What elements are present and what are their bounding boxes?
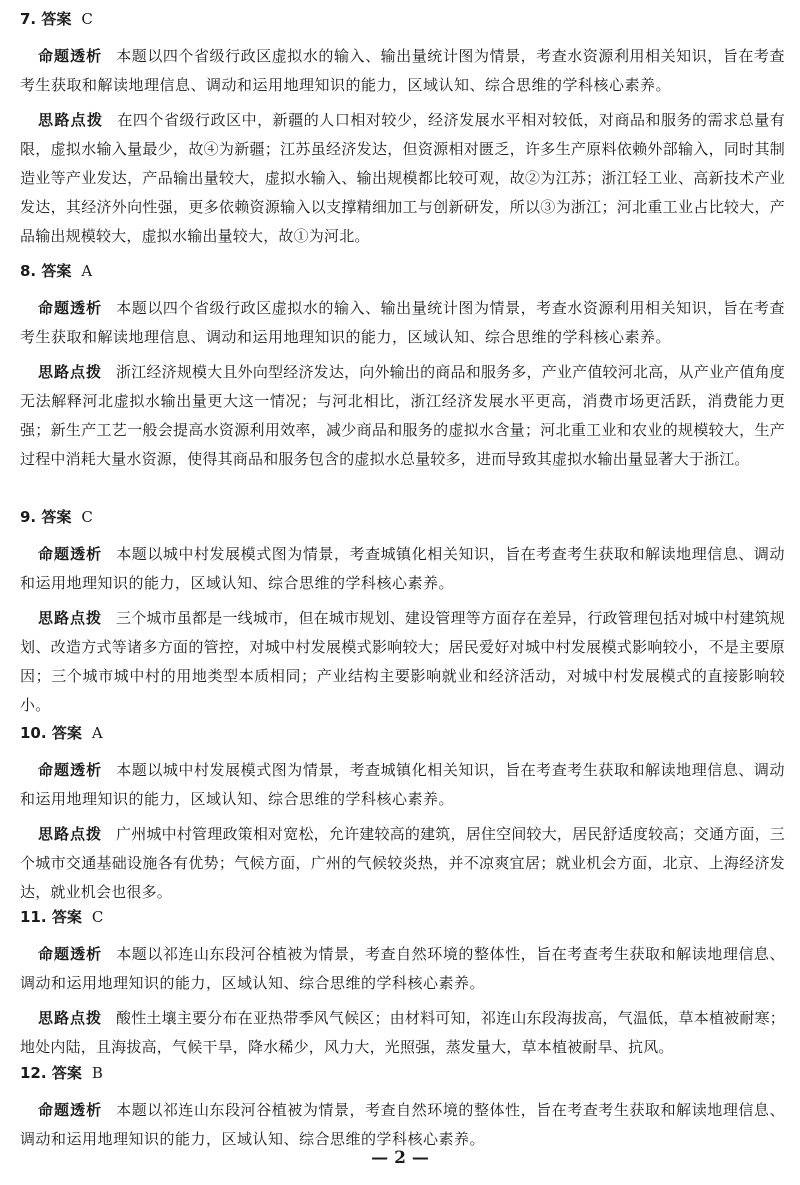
answer-label: 答案 bbox=[51, 1064, 82, 1082]
question-12 bbox=[20, 1062, 785, 1154]
question-header bbox=[20, 8, 785, 30]
hint-text: 酸性土壤主要分布在亚热带季风气候区；由材料可知，祁连山东段海拔高，气温低，草本植被耐寒；地处内陆，且海拔高，气候干旱，降水稀少，风力大，光照强，蒸发量大，草本植被耐旱、抗风。 bbox=[20, 1009, 785, 1056]
analysis-paragraph bbox=[20, 294, 785, 352]
analysis-text: 本题以祁连山东段河谷植被为情景，考查自然环境的整体性，旨在考查考生获取和解读地理信息、调动和运用地理知识的能力，区域认知、综合思维的学科核心素养。 bbox=[20, 945, 785, 992]
analysis-paragraph bbox=[20, 540, 785, 598]
question-8 bbox=[20, 260, 785, 474]
hint-paragraph bbox=[20, 358, 785, 474]
analysis-label: 命题透析 bbox=[38, 761, 103, 779]
question-number: 12. bbox=[20, 1064, 47, 1082]
analysis-text: 本题以四个省级行政区虚拟水的输入、输出量统计图为情景，考查水资源利用相关知识，旨在考查考生获取和解读地理信息、调动和运用地理知识的能力，区域认知、综合思维的学科核心素养。 bbox=[20, 47, 785, 94]
answer-label: 答案 bbox=[41, 262, 72, 280]
question-header bbox=[20, 260, 785, 282]
answer-value: A bbox=[81, 262, 93, 280]
analysis-paragraph bbox=[20, 756, 785, 814]
answer-value: C bbox=[81, 10, 93, 28]
answer-value: C bbox=[81, 508, 93, 526]
question-10 bbox=[20, 722, 785, 907]
answer-value: B bbox=[91, 1064, 103, 1082]
question-number: 11. bbox=[20, 908, 47, 926]
answer-value: A bbox=[91, 724, 103, 742]
analysis-paragraph bbox=[20, 1096, 785, 1154]
hint-label: 思路点拨 bbox=[38, 1009, 103, 1027]
analysis-text: 本题以城中村发展模式图为情景，考查城镇化相关知识，旨在考查考生获取和解读地理信息、调动和运用地理知识的能力，区域认知、综合思维的学科核心素养。 bbox=[20, 761, 785, 808]
question-number: 8. bbox=[20, 262, 37, 280]
hint-paragraph bbox=[20, 820, 785, 907]
analysis-label: 命题透析 bbox=[38, 545, 103, 563]
analysis-label: 命题透析 bbox=[38, 945, 103, 963]
answer-label: 答案 bbox=[41, 508, 72, 526]
hint-label: 思路点拨 bbox=[38, 825, 103, 843]
hint-paragraph bbox=[20, 604, 785, 720]
hint-label: 思路点拨 bbox=[38, 111, 104, 129]
question-header bbox=[20, 722, 785, 744]
hint-text: 三个城市虽都是一线城市，但在城市规划、建设管理等方面存在差异，行政管理包括对城中村建筑规划、改造方式等诸多方面的管控，对城中村发展模式影响较大；居民爱好对城中村发展模式影响较小，不是主要原因；三个城市城中村的用地类型本质相同；产业结构主要影响就业和经济活动，对城中村发展模式的直接影响较小。 bbox=[20, 609, 785, 714]
question-11 bbox=[20, 906, 785, 1062]
question-7 bbox=[20, 8, 785, 251]
hint-paragraph bbox=[20, 106, 785, 251]
analysis-text: 本题以祁连山东段河谷植被为情景，考查自然环境的整体性，旨在考查考生获取和解读地理信息、调动和运用地理知识的能力，区域认知、综合思维的学科核心素养。 bbox=[20, 1101, 785, 1148]
hint-text: 浙江经济规模大且外向型经济发达，向外输出的商品和服务多，产业产值较河北高，从产业产值角度无法解释河北虚拟水输出量更大这一情况；与河北相比，浙江经济发展水平更高，消费市场更活跃，消费能力更强；新生产工艺一般会提高水资源利用效率，减少商品和服务的虚拟水含量；河北重工业和农业的规模较大，生产过程中消耗大量水资源，使得其商品和服务包含的虚拟水总量较多，进而导致其虚拟水输出量显著大于浙江。 bbox=[20, 363, 785, 468]
answer-value: C bbox=[91, 908, 104, 926]
question-number: 10. bbox=[20, 724, 47, 742]
page-number: — 2 — bbox=[371, 1148, 429, 1168]
analysis-paragraph bbox=[20, 940, 785, 998]
answer-label: 答案 bbox=[51, 908, 82, 926]
hint-label: 思路点拨 bbox=[38, 363, 103, 381]
question-9 bbox=[20, 506, 785, 720]
hint-paragraph bbox=[20, 1004, 785, 1062]
analysis-label: 命题透析 bbox=[38, 299, 103, 317]
analysis-text: 本题以四个省级行政区虚拟水的输入、输出量统计图为情景，考查水资源利用相关知识，旨在考查考生获取和解读地理信息、调动和运用地理知识的能力，区域认知、综合思维的学科核心素养。 bbox=[20, 299, 785, 346]
question-number: 9. bbox=[20, 508, 37, 526]
analysis-paragraph bbox=[20, 42, 785, 100]
answer-label: 答案 bbox=[51, 724, 82, 742]
hint-text: 在四个省级行政区中，新疆的人口相对较少，经济发展水平相对较低，对商品和服务的需求总量有限，虚拟水输入量最少，故④为新疆；江苏虽经济发达，但资源相对匮乏，许多生产原料依赖外部输入，同时其制造业等产业发达，产品输出量较大，虚拟水输入、输出规模都比较可观，故②为江苏；浙江轻工业、高新技术产业发达，其经济外向性强，更多依赖资源输入以支撑精细加工与创新研发，所以③为浙江；河北重工业占比较大，产品输出规模较大，虚拟水输出量较大，故①为河北。 bbox=[20, 111, 785, 245]
question-header bbox=[20, 506, 785, 528]
question-number: 7. bbox=[20, 10, 37, 28]
question-header bbox=[20, 1062, 785, 1084]
analysis-label: 命题透析 bbox=[38, 47, 103, 65]
hint-label: 思路点拨 bbox=[38, 609, 103, 627]
answer-label: 答案 bbox=[41, 10, 72, 28]
question-header bbox=[20, 906, 785, 928]
analysis-label: 命题透析 bbox=[38, 1101, 103, 1119]
analysis-text: 本题以城中村发展模式图为情景，考查城镇化相关知识，旨在考查考生获取和解读地理信息、调动和运用地理知识的能力，区域认知、综合思维的学科核心素养。 bbox=[20, 545, 785, 592]
hint-text: 广州城中村管理政策相对宽松，允许建较高的建筑，居住空间较大，居民舒适度较高；交通方面，三个城市交通基础设施各有优势；气候方面，广州的气候较炎热，并不凉爽宜居；就业机会方面，北京、上海经济发达，就业机会也很多。 bbox=[20, 825, 785, 901]
